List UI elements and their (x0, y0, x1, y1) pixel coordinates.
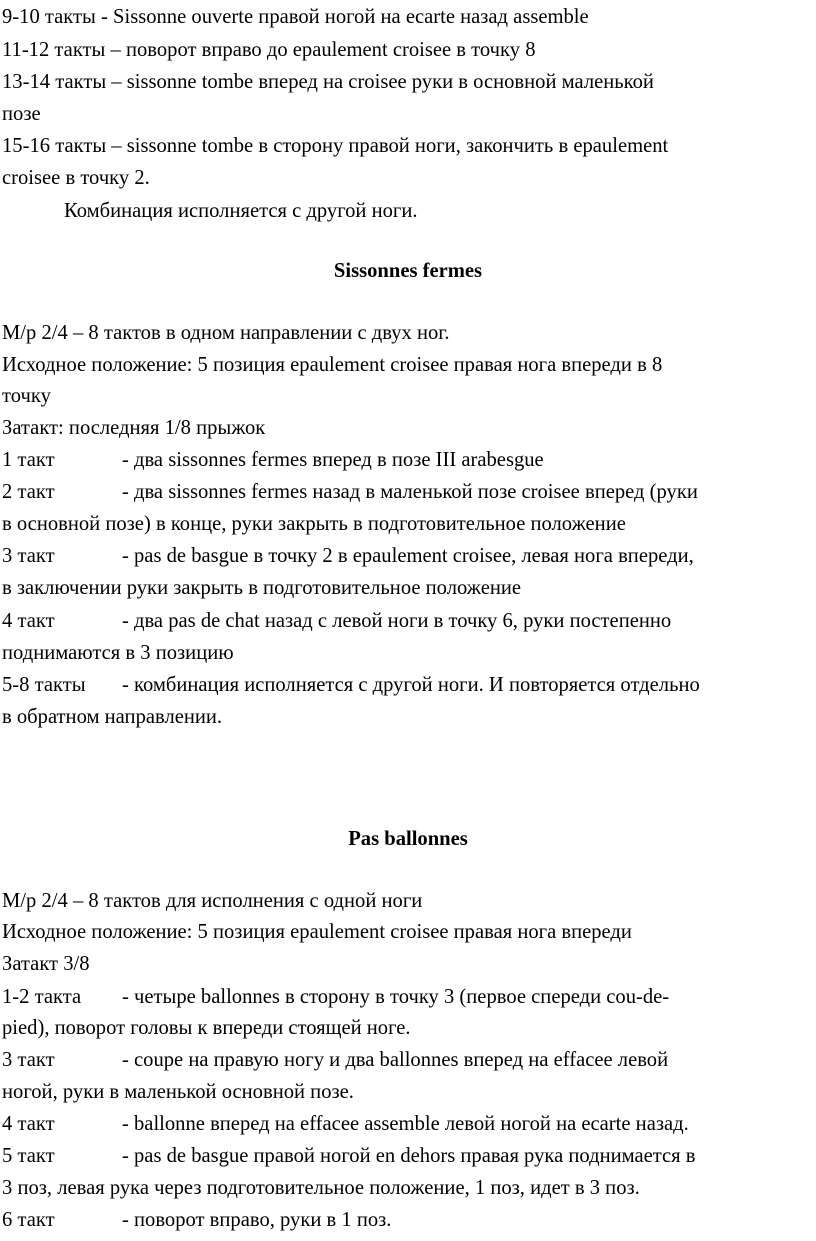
bar-row (2, 447, 544, 473)
intro-line: 13-14 такты – sissonne tombe вперед на croisee руки в основной маленькой (2, 71, 654, 93)
bar-text: - два pas de chat назад с левой ноги в точку 6, руки постепенно (122, 610, 672, 632)
section2-line: Исходное положение: 5 позиция epaulement croisee правая нога впереди (2, 921, 632, 943)
section1-line: Затакт: последняя 1/8 прыжок (2, 417, 266, 439)
bar-row (2, 479, 698, 505)
bar-label: 2 такт (2, 481, 55, 503)
bar-text: - ballonne вперед на effacee assemble левой ногой на ecarte назад. (122, 1113, 689, 1135)
bar-row (2, 1207, 391, 1233)
section-heading-pas-ballonnes: Pas ballonnes (348, 828, 468, 850)
bar-label: 5 такт (2, 1145, 55, 1167)
bar-text: - pas de basgue в точку 2 в epaulement croisee, левая нога впереди, (122, 545, 694, 567)
bar-text-continuation: в обратном направлении. (2, 706, 223, 728)
bar-label: 1-2 такта (2, 986, 82, 1008)
bar-text-continuation: pied), поворот головы к впереди стоящей ноге. (2, 1017, 411, 1039)
bar-row (2, 1143, 696, 1169)
intro-line: позе (2, 103, 41, 125)
bar-text-continuation: в заключении руки закрыть в подготовительное положение (2, 577, 522, 599)
bar-text-continuation: поднимаются в 3 позицию (2, 642, 234, 664)
bar-label: 4 такт (2, 610, 55, 632)
bar-label: 1 такт (2, 449, 55, 471)
bar-text-continuation: в основной позе) в конце, руки закрыть в подготовительное положение (2, 513, 626, 535)
bar-row (2, 672, 700, 698)
section1-line: М/р 2/4 – 8 тактов в одном направлении с двух ног. (2, 322, 450, 344)
bar-label: 5-8 такты (2, 674, 86, 696)
bar-label: 6 такт (2, 1209, 55, 1231)
intro-note: Комбинация исполняется с другой ноги. (64, 200, 418, 222)
section-heading-sissonnes-fermes: Sissonnes fermes (333, 260, 483, 282)
intro-line: 9-10 такты - Sissonne ouverte правой ногой на ecarte назад assemble (2, 6, 589, 28)
intro-line: 15-16 такты – sissonne tombe в сторону правой ноги, закончить в epaulement (2, 135, 669, 157)
bar-text: - pas de basgue правой ногой en dehors правая рука поднимается в (122, 1145, 696, 1167)
section2-line: Затакт 3/8 (2, 953, 90, 975)
section1-line: Исходное положение: 5 позиция epaulement croisee правая нога впереди в 8 (2, 354, 663, 376)
bar-label: 3 такт (2, 1049, 55, 1071)
bar-label: 3 такт (2, 545, 55, 567)
bar-text-continuation: 3 поз, левая рука через подготовительное положение, 1 поз, идет в 3 поз. (2, 1177, 640, 1199)
bar-text: - четыре ballonnes в сторону в точку 3 (первое спереди cou-de- (122, 986, 670, 1008)
bar-text: - два sissonnes fermes назад в маленькой позе croisee вперед (руки (122, 481, 698, 503)
bar-text-continuation: ногой, руки в маленькой основной позе. (2, 1081, 354, 1103)
bar-text: - поворот вправо, руки в 1 поз. (122, 1209, 392, 1231)
bar-label: 4 такт (2, 1113, 55, 1135)
section2-line: М/р 2/4 – 8 тактов для исполнения с одной ноги (2, 890, 423, 912)
bar-row (2, 984, 669, 1010)
bar-row (2, 543, 694, 569)
bar-row (2, 608, 671, 634)
bar-text: - комбинация исполняется с другой ноги. И повторяется отдельно (122, 674, 700, 696)
bar-text: - два sissonnes fermes вперед в позе III arabesgue (122, 449, 544, 471)
intro-line: 11-12 такты – поворот вправо до epaulement croisee в точку 8 (2, 39, 536, 61)
intro-line: croisee в точку 2. (2, 167, 150, 189)
bar-row (2, 1047, 668, 1073)
bar-row (2, 1111, 689, 1137)
section1-line: точку (2, 385, 51, 407)
bar-text: - coupe на правую ногу и два ballonnes вперед на effacee левой (122, 1049, 669, 1071)
